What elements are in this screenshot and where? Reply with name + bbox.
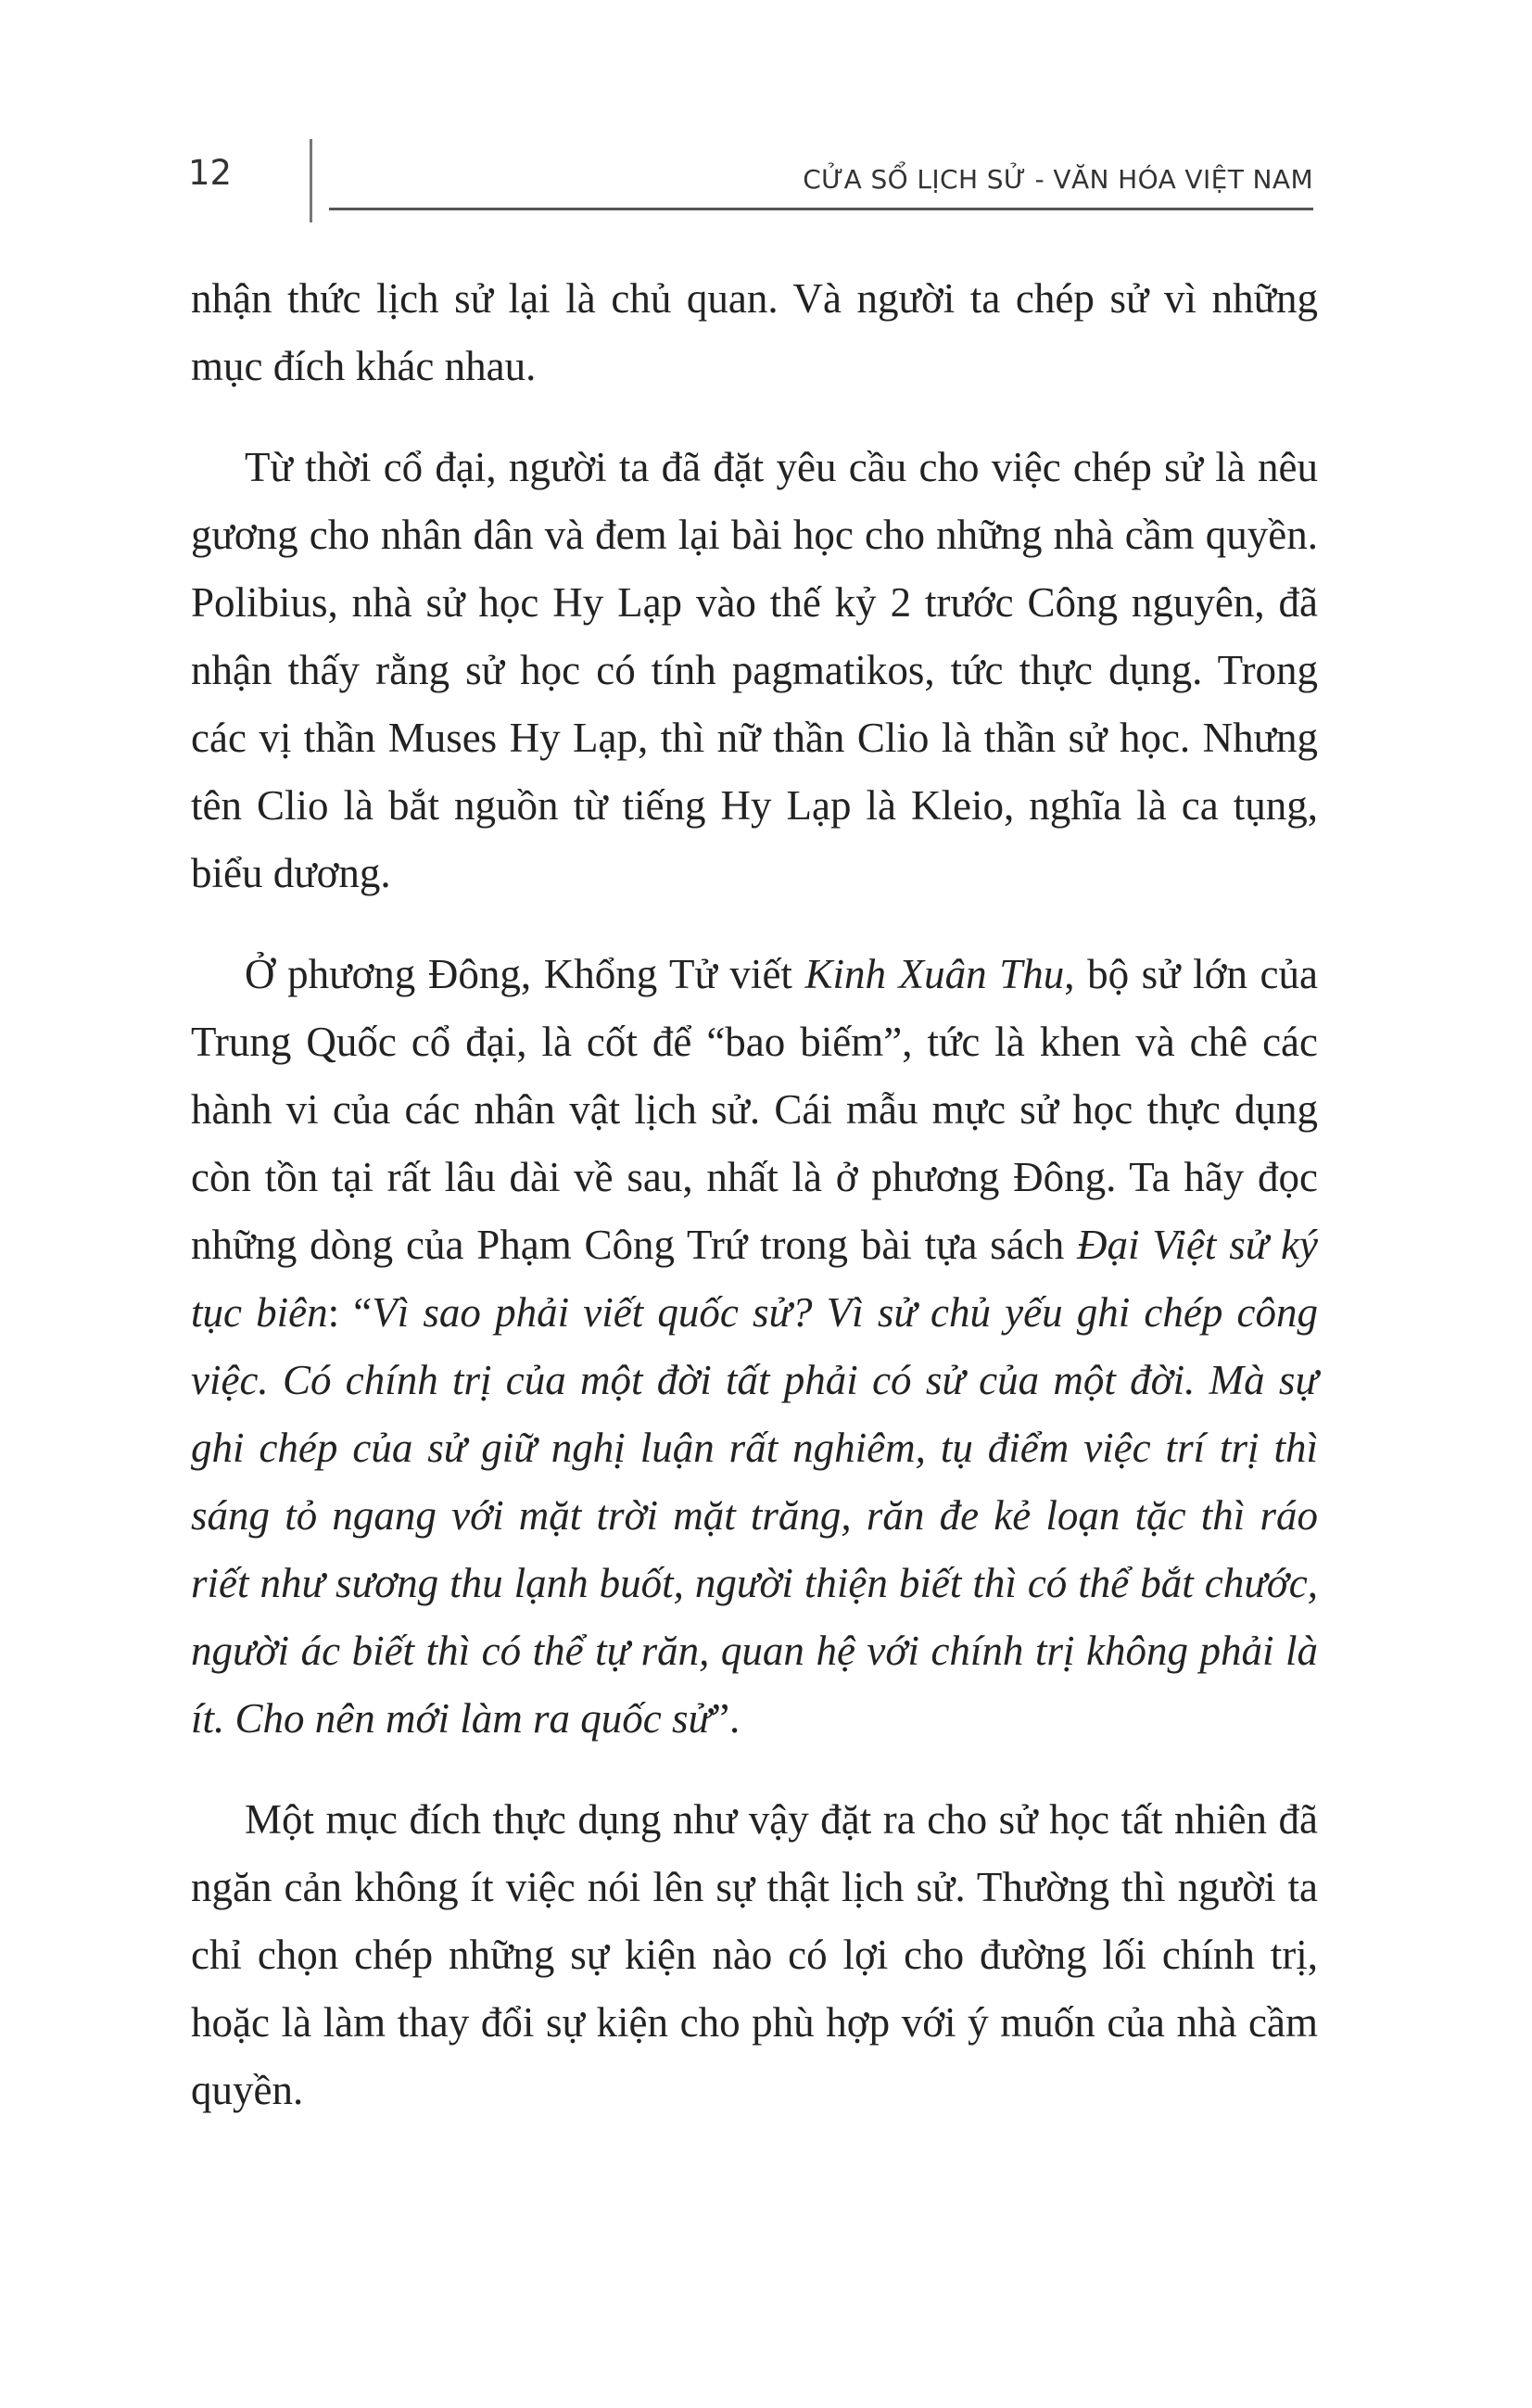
book-title-kinh-xuan-thu: Kinh Xuân Thu (804, 951, 1065, 997)
page-content (191, 265, 1318, 2124)
page-number: 12 (188, 153, 233, 193)
paragraph-text-segment: Ở phương Đông, Khổng Tử viết (245, 951, 805, 997)
paragraph-eastern-history (191, 941, 1318, 1753)
quote-close: ”. (711, 1695, 741, 1742)
paragraph-ancient-history: Từ thời cổ đại, người ta đã đặt yêu cầu cho việc chép sử là nêu gương cho nhân dân và đem lại bài học cho những nhà cầm quyền. Polibius, nhà sử học Hy Lạp vào thế kỷ 2 trước Công nguyên, đã nhận thấy rằng sử học có tính pagmatikos, tức thực dụng. Trong các vị thần Muses Hy Lạp, thì nữ thần Clio là thần sử học. Nhưng tên Clio là bắt nguồn từ tiếng Hy Lạp là Kleio, nghĩa là ca tụng, biểu dương. (191, 444, 1318, 896)
page-header (0, 0, 1532, 222)
header-horizontal-rule (329, 208, 1313, 210)
quote-open: : “ (327, 1289, 373, 1336)
italic-quotation: Vì sao phải viết quốc sử? Vì sử chủ yếu ghi chép công việc. Có chính trị của một đời tất phải có sử của một đời. Mà sự ghi chép của sử giữ nghị luận rất nghiêm, tụ điểm việc trí trị thì sáng tỏ ngang với mặt trời mặt trăng, răn đe kẻ loạn tặc thì ráo riết như sương thu lạnh buốt, người thiện biết thì có thể bắt chước, người ác biết thì có thể tự răn, quan hệ với chính trị không phải là ít. Cho nên mới làm ra quốc sử (191, 1289, 1318, 1742)
book-title-dai-viet-su-ky-tuc-bien: Đại Việt sử ký tục biên (191, 1222, 1318, 1336)
header-vertical-divider (310, 139, 312, 222)
paragraph-text-segment: , bộ sử lớn của Trung Quốc cổ đại, là cốt để “bao biếm”, tức là khen và chê các hành vi của các nhân vật lịch sử. Cái mẫu mực sử học thực dụng còn tồn tại rất lâu dài về sau, nhất là ở phương Đông. Ta hãy đọc những dòng của Phạm Công Trứ trong bài tựa sách (191, 951, 1318, 1268)
running-title: CỬA SỔ LỊCH SỬ - VĂN HÓA VIỆT NAM (803, 164, 1313, 195)
paragraph-practical-purpose: Một mục đích thực dụng như vậy đặt ra cho sử học tất nhiên đã ngăn cản không ít việc nói lên sự thật lịch sử. Thường thì người ta chỉ chọn chép những sự kiện nào có lợi cho đường lối chính trị, hoặc là làm thay đổi sự kiện cho phù hợp với ý muốn của nhà cầm quyền. (191, 1796, 1318, 2113)
paragraph-continuation: nhận thức lịch sử lại là chủ quan. Và người ta chép sử vì những mục đích khác nhau. (191, 275, 1318, 389)
